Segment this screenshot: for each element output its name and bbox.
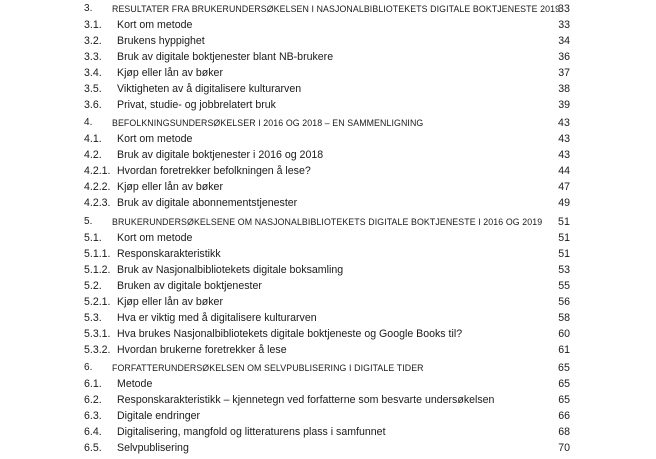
toc-entry-page: 36: [558, 51, 570, 63]
toc-entry-page: 61: [558, 344, 570, 356]
toc-entry-title: Kort om metode: [117, 232, 193, 244]
toc-entry-title: Kjøp eller lån av bøker: [117, 296, 223, 308]
toc-entry-title: Bruken av digitale boktjenester: [117, 280, 262, 292]
toc-entry-number: 5.3.2.: [84, 344, 111, 356]
toc-heading-3[interactable]: [0, 1, 656, 17]
toc-entry-page: 56: [558, 296, 570, 308]
toc-entry-number: 5.3.1.: [84, 328, 111, 340]
toc-entry-title: Brukens hyppighet: [117, 35, 205, 47]
toc-entry-title: Metode: [117, 378, 153, 390]
toc-heading-number: 4.: [84, 117, 93, 128]
toc-entry-page: 43: [558, 149, 570, 161]
toc-entry-number: 3.4.: [84, 67, 102, 79]
toc-entry-number: 4.1.: [84, 133, 102, 145]
toc-entry-number: 3.5.: [84, 83, 102, 95]
toc-entry-page: 39: [558, 99, 570, 111]
toc-entry-page: 58: [558, 312, 570, 324]
toc-entry-page: 34: [558, 35, 570, 47]
toc-entry-page: 55: [558, 280, 570, 292]
toc-entry-3-6[interactable]: [0, 97, 656, 113]
toc-heading-number: 6.: [84, 362, 93, 373]
toc-entry-5-3-1[interactable]: [0, 326, 656, 342]
toc-entry-title: Viktigheten av å digitalisere kulturarven: [117, 83, 302, 95]
toc-entry-4-2-1[interactable]: [0, 163, 656, 179]
toc-entry-number: 4.2.: [84, 149, 102, 161]
toc-entry-page: 68: [558, 426, 570, 438]
toc-entry-page: 60: [558, 328, 570, 340]
toc-entry-number: 5.2.1.: [84, 296, 111, 308]
toc-entry-4-1[interactable]: [0, 131, 656, 147]
toc-entry-5-1-1[interactable]: [0, 246, 656, 262]
toc-entry-5-1[interactable]: [0, 230, 656, 246]
toc-entry-6-3[interactable]: [0, 408, 656, 424]
toc-entry-page: 47: [558, 181, 570, 193]
toc-entry-title: Hva er viktig med å digitalisere kulturarven: [117, 312, 317, 324]
toc-heading-title: BEFOLKNINGSUNDERSØKELSER I 2016 OG 2018 – EN SAMMENLIGNING: [112, 118, 424, 128]
toc-entry-number: 6.5.: [84, 442, 102, 454]
toc-entry-title: Responskarakteristikk: [117, 248, 221, 260]
toc-entry-title: Bruk av digitale boktjenester blant NB-brukere: [117, 51, 334, 63]
toc-entry-title: Kjøp eller lån av bøker: [117, 181, 223, 193]
toc-entry-number: 6.1.: [84, 378, 102, 390]
toc-heading-title: FORFATTERUNDERSØKELSEN OM SELVPUBLISERING I DIGITALE TIDER: [112, 363, 424, 373]
toc-entry-number: 5.2.: [84, 280, 102, 292]
toc-entry-page: 43: [558, 133, 570, 145]
toc-entry-4-2-3[interactable]: [0, 195, 656, 211]
toc-entry-page: 38: [558, 83, 570, 95]
toc-entry-number: 5.1.2.: [84, 264, 111, 276]
toc-entry-page: 66: [558, 410, 570, 422]
toc-entry-number: 5.1.1.: [84, 248, 111, 260]
toc-heading-6[interactable]: [0, 360, 656, 376]
toc-entry-6-2[interactable]: [0, 392, 656, 408]
toc-entry-title: Bruk av Nasjonalbibliotekets digitale boksamling: [117, 264, 344, 276]
toc-entry-page: 51: [558, 232, 570, 244]
toc-entry-6-5[interactable]: [0, 440, 656, 456]
toc-entry-number: 3.1.: [84, 19, 102, 31]
toc-entry-number: 6.3.: [84, 410, 102, 422]
toc-heading-4[interactable]: [0, 115, 656, 131]
toc-heading-number: 3.: [84, 3, 93, 14]
toc-entry-number: 6.4.: [84, 426, 102, 438]
toc-entry-4-2[interactable]: [0, 147, 656, 163]
toc-heading-page: 33: [558, 3, 570, 15]
toc-entry-6-4[interactable]: [0, 424, 656, 440]
toc-entry-title: Hvordan foretrekker befolkningen å lese?: [117, 165, 311, 177]
toc-entry-number: 3.2.: [84, 35, 102, 47]
toc-entry-title: Kort om metode: [117, 133, 193, 145]
toc-entry-number: 5.1.: [84, 232, 102, 244]
toc-entry-title: Responskarakteristikk – kjennetegn ved forfatterne som besvarte undersøkelsen: [117, 394, 495, 406]
toc-entry-3-2[interactable]: [0, 33, 656, 49]
toc-heading-page: 51: [558, 216, 570, 228]
toc-entry-5-3[interactable]: [0, 310, 656, 326]
toc-entry-title: Digitale endringer: [117, 410, 201, 422]
toc-entry-page: 33: [558, 19, 570, 31]
toc-entry-number: 5.3.: [84, 312, 102, 324]
toc-entry-title: Privat, studie- og jobbrelatert bruk: [117, 99, 276, 111]
toc-entry-3-1[interactable]: [0, 17, 656, 33]
toc-entry-page: 65: [558, 394, 570, 406]
toc-heading-number: 5.: [84, 216, 93, 227]
toc-entry-page: 49: [558, 197, 570, 209]
toc-entry-title: Kort om metode: [117, 19, 193, 31]
toc-heading-title: BRUKERUNDERSØKELSENE OM NASJONALBIBLIOTEKETS DIGITALE BOKTJENESTE I 2016 OG 2019: [112, 217, 543, 227]
toc-entry-5-1-2[interactable]: [0, 262, 656, 278]
toc-entry-page: 53: [558, 264, 570, 276]
toc-entry-number: 4.2.2.: [84, 181, 111, 193]
toc-entry-title: Hva brukes Nasjonalbibliotekets digitale boktjeneste og Google Books til?: [117, 328, 463, 340]
toc-entry-page: 37: [558, 67, 570, 79]
toc-entry-number: 4.2.3.: [84, 197, 111, 209]
toc-entry-4-2-2[interactable]: [0, 179, 656, 195]
toc-entry-number: 6.2.: [84, 394, 102, 406]
toc-entry-5-2-1[interactable]: [0, 294, 656, 310]
toc-entry-3-4[interactable]: [0, 65, 656, 81]
toc-entry-page: 51: [558, 248, 570, 260]
toc-entry-title: Kjøp eller lån av bøker: [117, 67, 223, 79]
toc-entry-number: 3.3.: [84, 51, 102, 63]
toc-entry-number: 3.6.: [84, 99, 102, 111]
toc-heading-page: 65: [558, 362, 570, 374]
toc-entry-number: 4.2.1.: [84, 165, 111, 177]
toc-entry-title: Selvpublisering: [117, 442, 189, 454]
toc-entry-title: Bruk av digitale boktjenester i 2016 og 2018: [117, 149, 324, 161]
toc-heading-5[interactable]: [0, 214, 656, 230]
toc-entry-page: 70: [558, 442, 570, 454]
toc-entry-3-3[interactable]: [0, 49, 656, 65]
toc-heading-page: 43: [558, 117, 570, 129]
toc-entry-title: Digitalisering, mangfold og litteraturens plass i samfunnet: [117, 426, 386, 438]
toc-entry-page: 44: [558, 165, 570, 177]
toc-entry-3-5[interactable]: [0, 81, 656, 97]
toc-entry-6-1[interactable]: [0, 376, 656, 392]
toc-entry-5-2[interactable]: [0, 278, 656, 294]
toc-entry-title: Bruk av digitale abonnementstjenester: [117, 197, 298, 209]
toc-entry-page: 65: [558, 378, 570, 390]
toc-entry-title: Hvordan brukerne foretrekker å lese: [117, 344, 287, 356]
toc-entry-5-3-2[interactable]: [0, 342, 656, 358]
toc-heading-title: RESULTATER FRA BRUKERUNDERSØKELSEN I NASJONALBIBLIOTEKETS DIGITALE BOKTJENESTE 2019: [112, 4, 561, 14]
